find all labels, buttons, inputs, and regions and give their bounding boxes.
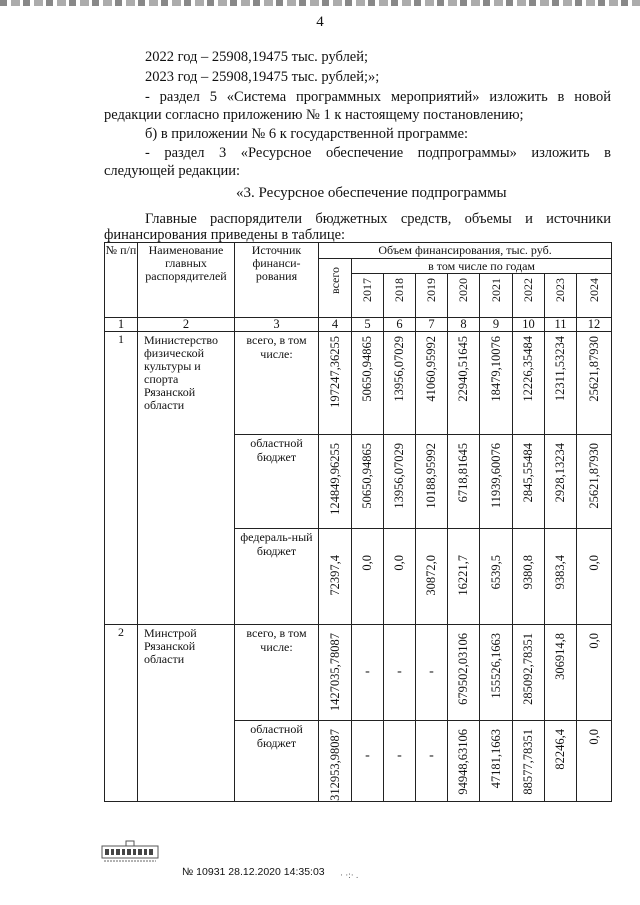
- year-value-cell: [416, 332, 448, 435]
- header-year-cell: [416, 274, 448, 318]
- year-value: 306914,8: [553, 633, 567, 680]
- header-year-cell: [513, 274, 545, 318]
- funding-source: областной бюджет: [235, 435, 319, 529]
- org-number: 2: [105, 625, 138, 802]
- column-number: 2: [138, 318, 235, 332]
- year-value-cell: [577, 625, 612, 721]
- year-value: 9383,4: [553, 555, 567, 590]
- header-source: Источник финанси-рования: [235, 243, 319, 318]
- year-value-cell: [448, 721, 480, 802]
- total-value-cell: [319, 529, 352, 625]
- year-value-cell: [384, 529, 416, 625]
- barcode-stamp: [100, 840, 160, 864]
- year-value-cell: [416, 435, 448, 529]
- year-value-cell: [513, 721, 545, 802]
- header-year: 2022: [521, 278, 535, 302]
- year-value-cell: [480, 435, 513, 529]
- year-value-cell: [352, 435, 384, 529]
- table-row: [105, 625, 612, 721]
- year-value-cell: [480, 625, 513, 721]
- total-value: 72397,4: [327, 555, 342, 596]
- text-table-intro-line1: Главные распорядители бюджетных средств, объемы и источники: [145, 211, 611, 227]
- year-value: 30872,0: [424, 555, 438, 596]
- total-value: 312953,98087: [327, 729, 342, 801]
- header-total: всего: [327, 267, 342, 295]
- year-value-cell: [384, 435, 416, 529]
- year-value: 50650,94865: [360, 336, 374, 402]
- year-value: 16221,7: [456, 555, 470, 596]
- header-year-cell: [352, 274, 384, 318]
- header-year: 2021: [488, 278, 503, 302]
- org-name: Минстрой Рязанской области: [138, 625, 235, 802]
- text-line-2022: 2022 год – 25908,19475 тыс. рублей;: [145, 49, 369, 65]
- header-year: 2017: [360, 278, 374, 302]
- header-year-cell: [384, 274, 416, 318]
- header-name: Наименование главных распорядителей: [138, 243, 235, 318]
- year-value: 6718,81645: [456, 443, 470, 503]
- year-value: 50650,94865: [360, 443, 374, 509]
- header-year: 2024: [586, 278, 601, 302]
- total-value: 124849,96255: [327, 443, 342, 515]
- year-value-cell: [448, 625, 480, 721]
- year-value-cell: [352, 625, 384, 721]
- header-by-year: в том числе по годам: [352, 259, 612, 274]
- column-number: 5: [352, 318, 384, 332]
- year-value: 0,0: [586, 555, 601, 571]
- year-value-cell: [513, 332, 545, 435]
- year-value-cell: [545, 721, 577, 802]
- column-number: 1: [105, 318, 138, 332]
- year-value: 12311,53234: [553, 336, 567, 402]
- year-value: 18479,10076: [488, 336, 503, 402]
- year-value-cell: [545, 625, 577, 721]
- text-section3-line2: следующей редакции:: [104, 163, 241, 179]
- total-value-cell: [319, 332, 352, 435]
- total-value: 1427035,78087: [327, 633, 342, 712]
- table-row: [105, 332, 612, 435]
- year-value-cell: [416, 625, 448, 721]
- column-number: 6: [384, 318, 416, 332]
- year-value-cell: [416, 529, 448, 625]
- page-number: 4: [316, 14, 324, 30]
- year-value: 10188,95992: [424, 443, 438, 509]
- year-value-cell: [513, 625, 545, 721]
- year-value: 0,0: [586, 729, 601, 745]
- year-value: 2845,55484: [521, 443, 535, 503]
- empty-dash: -: [397, 664, 402, 679]
- year-value-cell: [448, 332, 480, 435]
- year-value-cell: [513, 529, 545, 625]
- year-value-cell: [577, 435, 612, 529]
- funding-source: федераль-ный бюджет: [235, 529, 319, 625]
- column-number: 12: [577, 318, 612, 332]
- total-value: 197247,36255: [327, 336, 342, 408]
- scan-specks: · ·:· .: [340, 870, 359, 880]
- header-year-cell: [480, 274, 513, 318]
- year-value: 2928,13234: [553, 443, 567, 503]
- header-year-cell: [577, 274, 612, 318]
- year-value-cell: [448, 529, 480, 625]
- financing-table: [104, 242, 612, 802]
- column-number: 7: [416, 318, 448, 332]
- document-reference: № 10931 28.12.2020 14:35:03: [182, 866, 325, 878]
- empty-dash: -: [365, 748, 370, 763]
- year-value: 285092,78351: [521, 633, 535, 705]
- year-value-cell: [352, 721, 384, 802]
- header-year: 2020: [456, 278, 470, 302]
- year-value: 82246,4: [553, 729, 567, 770]
- year-value: 155526,1663: [488, 633, 503, 699]
- text-table-intro-line2: финансирования приведены в таблице:: [104, 227, 346, 243]
- year-value-cell: [513, 435, 545, 529]
- year-value-cell: [448, 435, 480, 529]
- text-line-2023: 2023 год – 25908,19475 тыс. рублей;»;: [145, 69, 380, 85]
- year-value: 41060,95992: [424, 336, 438, 402]
- year-value-cell: [545, 435, 577, 529]
- column-number: 4: [319, 318, 352, 332]
- empty-dash: -: [429, 664, 434, 679]
- column-number: 9: [480, 318, 513, 332]
- year-value-cell: [545, 332, 577, 435]
- year-value: 13956,07029: [392, 336, 406, 402]
- text-section3-line1: - раздел 3 «Ресурсное обеспечение подпрограммы» изложить в: [145, 145, 611, 161]
- total-value-cell: [319, 435, 352, 529]
- year-value-cell: [480, 332, 513, 435]
- column-number: 10: [513, 318, 545, 332]
- year-value-cell: [577, 529, 612, 625]
- year-value-cell: [577, 721, 612, 802]
- year-value-cell: [577, 332, 612, 435]
- year-value: 25621,87930: [586, 336, 601, 402]
- year-value: 0,0: [360, 555, 374, 571]
- year-value-cell: [384, 625, 416, 721]
- funding-source: областной бюджет: [235, 721, 319, 802]
- total-value-cell: [319, 625, 352, 721]
- year-value: 0,0: [392, 555, 406, 571]
- text-section5-line1: - раздел 5 «Система программных мероприятий» изложить в новой: [145, 89, 611, 105]
- year-value-cell: [545, 529, 577, 625]
- year-value-cell: [352, 529, 384, 625]
- empty-dash: -: [429, 748, 434, 763]
- year-value-cell: [416, 721, 448, 802]
- year-value-cell: [352, 332, 384, 435]
- year-value-cell: [480, 529, 513, 625]
- funding-source: всего, в том числе:: [235, 625, 319, 721]
- year-value: 47181,1663: [488, 729, 503, 789]
- year-value: 0,0: [586, 633, 601, 649]
- year-value: 9380,8: [521, 555, 535, 590]
- year-value: 22940,51645: [456, 336, 470, 402]
- org-number: 1: [105, 332, 138, 625]
- header-volume: Объем финансирования, тыс. руб.: [319, 243, 612, 259]
- empty-dash: -: [397, 748, 402, 763]
- text-section5-line2: редакции согласно приложению № 1 к настоящему постановлению;: [104, 107, 524, 123]
- empty-dash: -: [365, 664, 370, 679]
- header-year: 2019: [424, 278, 438, 302]
- column-number: 3: [235, 318, 319, 332]
- year-value: 679502,03106: [456, 633, 470, 705]
- year-value: 25621,87930: [586, 443, 601, 509]
- funding-source: всего, в том числе:: [235, 332, 319, 435]
- scan-top-edge: [0, 0, 640, 6]
- column-number: 8: [448, 318, 480, 332]
- year-value: 88577,78351: [521, 729, 535, 795]
- year-value: 11939,60076: [488, 443, 503, 509]
- year-value-cell: [384, 332, 416, 435]
- header-year-cell: [448, 274, 480, 318]
- total-value-cell: [319, 721, 352, 802]
- header-no: № п/п: [105, 243, 138, 318]
- year-value: 94948,63106: [456, 729, 470, 795]
- header-year: 2023: [553, 278, 567, 302]
- year-value: 12226,35484: [521, 336, 535, 402]
- year-value: 13956,07029: [392, 443, 406, 509]
- column-number: 11: [545, 318, 577, 332]
- org-name: Министерство физической культуры и спорта Рязанской области: [138, 332, 235, 625]
- year-value-cell: [384, 721, 416, 802]
- text-appendix6: б) в приложении № 6 к государственной программе:: [145, 126, 469, 142]
- header-year-cell: [545, 274, 577, 318]
- header-year: 2018: [392, 278, 406, 302]
- header-total-cell: [319, 259, 352, 318]
- section-title: «3. Ресурсное обеспечение подпрограммы: [236, 185, 507, 201]
- year-value: 6539,5: [488, 555, 503, 590]
- year-value-cell: [480, 721, 513, 802]
